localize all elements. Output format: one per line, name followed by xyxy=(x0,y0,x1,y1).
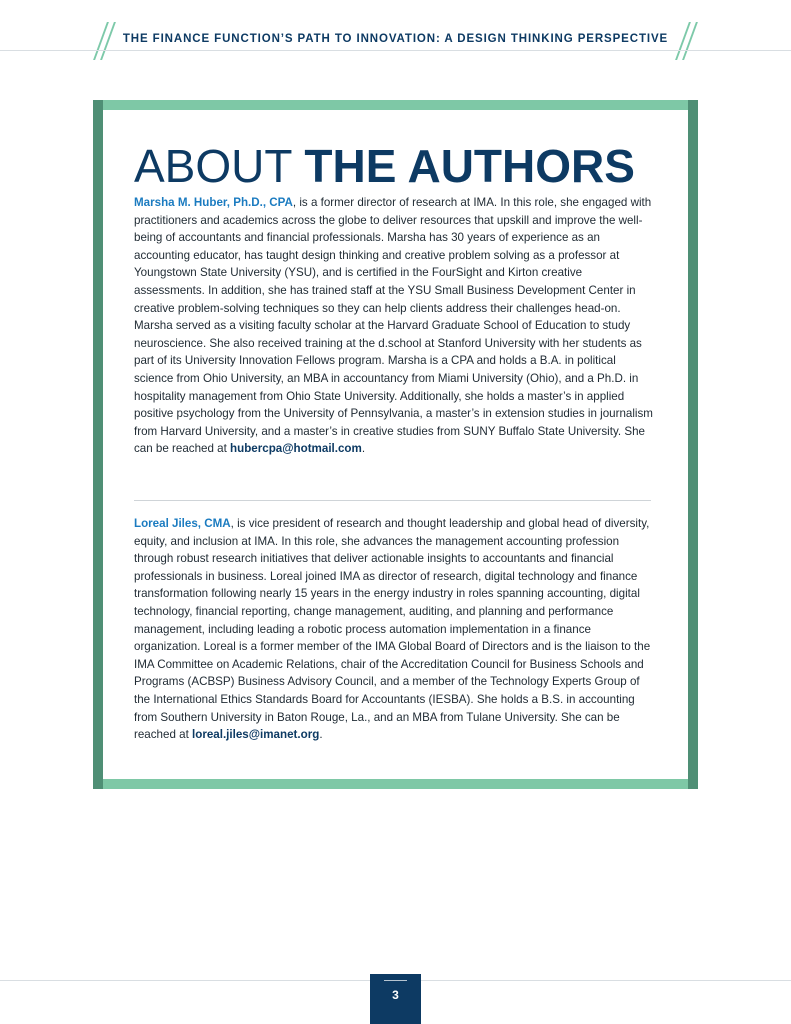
author-divider xyxy=(134,500,651,501)
section-title-bold: THE AUTHORS xyxy=(304,140,635,192)
section-title-light: ABOUT xyxy=(134,140,292,192)
page-tab-rule xyxy=(384,980,407,981)
header-divider xyxy=(0,50,791,51)
author-name: Loreal Jiles, CMA xyxy=(134,517,231,530)
page-number: 3 xyxy=(392,988,399,1002)
frame-bottom-border xyxy=(93,779,698,789)
author-name: Marsha M. Huber, Ph.D., CPA xyxy=(134,196,293,209)
bio-end-punct: . xyxy=(319,728,323,742)
frame-left-border xyxy=(93,100,103,789)
bio-end-punct: . xyxy=(361,442,366,456)
frame-top-border xyxy=(93,100,698,110)
page-number-tab xyxy=(370,974,421,1024)
author-email-link[interactable]: loreal.jiles@imanet.org xyxy=(192,728,320,742)
author-bio-text: , is vice president of research and thought leadership and global head of diversity, equity, and inclusion at IMA. In this role, she advances the management accounting profession through robust research initiatives that deliver actionable insights to accountants and financial professionals in business. Loreal joined IMA as director of research, digital technology and finance transformation following nearly 15 years in the energy industry in roles spanning accounting, digital technology, financial reporting, change management, auditing, and planning and performance management, including leading a robotic process automation implementation in a finance organization. Loreal is a former member of the IMA Global Board of Directors and is the liaison to the IMA Committee on Academic Relations, chair of the Accreditation Council for Business Schools and Programs (ACBSP) Business Advisory Council, and a member of the Technology Experts Group of the International Ethics Standards Board for Accountants (IESBA). She holds a B.S. in accounting from Southern University in Baton Rouge, La., and an MBA from Tulane University. She can be reached at xyxy=(134,517,651,742)
author-bio-jiles xyxy=(134,515,654,744)
author-email-link[interactable]: hubercpa@hotmail.com xyxy=(230,442,362,456)
page-header xyxy=(0,0,791,56)
author-bio-huber xyxy=(134,194,654,458)
frame-right-border xyxy=(688,100,698,789)
section-title xyxy=(134,138,635,194)
author-bio-text: , is a former director of research at IMA. In this role, she engaged with practitioners and academics across the globe to deliver resources that upskill and improve the well-being of accountants and financial professionals. Marsha has 30 years of experience as an accounting educator, has taught design thinking and creative problem solving as a professor at Youngstown State University (YSU), and is certified in the FourSight and Kirton creative assessments. In addition, she has trained staff at the YSU Small Business Development Center in creative problem-solving techniques so they can help clients address their challenges head-on. Marsha served as a visiting faculty scholar at the Harvard Graduate School of Education to study neuroscience. She also received training at the d.school at Stanford University with her students as part of its University Innovation Fellows program. Marsha is a CPA and holds a B.A. in political science from Ohio University, an MBA in accountancy from Miami University (Ohio), and a Ph.D. in hospitality management from Ohio State University. Additionally, she holds a master’s in applied positive psychology from the University of Pennsylvania, a master’s in extension studies in journalism from Harvard University, and a master’s in creative studies from SUNY Buffalo State University. She can be reached at xyxy=(134,196,653,456)
report-title: THE FINANCE FUNCTION’S PATH TO INNOVATION: A DESIGN THINKING PERSPECTIVE xyxy=(122,33,669,45)
